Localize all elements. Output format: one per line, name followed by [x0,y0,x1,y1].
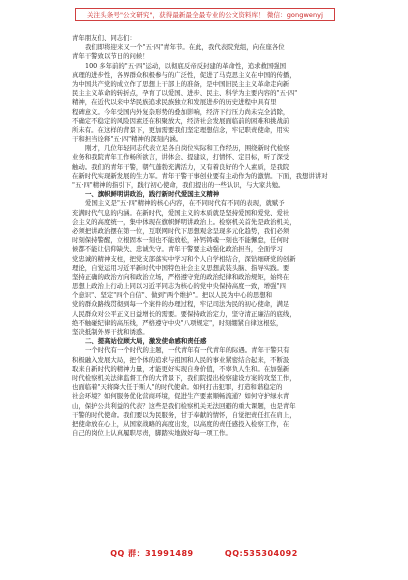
paragraph-line: 青年朋友们、同志们： [72,34,136,42]
paragraph-line: 所未有。在这样的背景下，更加需要我们坚定理想信念，牢记职责使命，用实 [72,125,290,134]
paragraph-line: 我们即将迎来又一个"五·四"青年节。在此，我代表院党组，向在座各位 [85,43,285,52]
paragraph-line: 人民群众对公平正义日益增长的需要。要保持政治定力，坚守清正廉洁的底线， [72,309,296,318]
paragraph-line: 理论，自觉运用习近平新时代中国特色社会主义思想武装头脑、指导实践。要 [72,263,290,272]
paragraph-line: 真理的进步性，各界群众积极参与的广泛性，促进了马克思主义在中国的传播， [72,70,296,79]
paragraph-line: 精神，在近代以来中华民族追求民族独立和发展进步的历史进程中具有里 [72,98,277,107]
section-heading: 二、提高站位顾大局，激发使命感和责任感 [85,337,207,346]
paragraph-line: 为中国共产党的成立作了思想上干部上的准备，是中国旧民主主义革命走向新 [72,79,290,88]
paragraph-line: 会主义的高度统一，集中体现在旗帜鲜明讲政治上。检察机关首先是政治机关， [72,217,296,226]
paragraph-line: 坚决抵制外界干扰和诱惑。 [72,328,149,336]
paragraph-line: 党忠诚的精神支柱，把党支部落实中学习和个人自学相结合，深钻细研党的创新 [72,254,296,263]
paragraph-line: 必须把讲政治摆在第一位，互联网时代下思想观念呈现多元化趋势，我们必须 [72,226,290,235]
header-banner: 关注头条号"公文研究"，获得最新最全最专业的公文资料库！ 微信：gongwenyj [75,8,335,21]
footer-qq-contact: QQ:535304092 [224,549,298,558]
paragraph-line: 积极融入发展大局，把个体的追求与祖国和人民的事业紧密结合起来，不断汲 [72,355,290,364]
paragraph-line: 思想上政治上行动上同以习近平同志为核心的党中央保持高度一致，增强"四 [72,282,286,291]
paragraph-line: 时刻保持警醒，立根固本一刻也不能放松，补钙铸魂一刻也不能懈怠，任何时 [72,236,290,245]
paragraph-line: 社会环境？如何服务优化营商环境，促进生产要素顺畅流通？如何守护绿水青 [72,392,290,401]
paragraph-line: 充满时代气息的内涵。在新时代，爱国主义的本质就是坚持爱国和爱党、爱社 [72,208,290,217]
paragraph-line: 民主主义革命的转折点，孕育了以爱国、进步、民主、科学为主要内容的"五·四" [72,89,298,98]
paragraph-line: 自己的岗位上认真履职尽责，脚踏实地做好每一项工作。 [72,429,232,438]
paragraph-line: 不确定不稳定的风险因素还在积聚放大，经济社会发展面临前的困难和挑战前 [72,116,290,125]
paragraph-line: 程碑意义。今年受国内外复杂形势的叠加影响，经济下行压力尚未完全消除， [72,107,290,116]
paragraph-line: 时代检察机关法律监督工作的大背景下，我们院提出检察建设方案的攻坚工作， [72,373,296,382]
paragraph-line: 候都不能让信仰缺失、忠诚失守。青年干警要主动强化政治担当，全面学习 [72,245,283,254]
paragraph-line: "五·四"精神的指引下，践行初心使命，我们提出的一些认识，与大家共勉。 [72,181,285,189]
section-heading: 一、旗帜鲜明讲政治，践行新时代爱国主义精神 [85,190,220,199]
paragraph-line: 绝不触碰纪律的高压线，严格遵守中央"八项规定"，时刻绷紧自律这根弦， [72,318,283,327]
paragraph-line: 业务和我院青年工作畅所欲言，讲体会、提建议，打情怀、定目标，听了深受 [72,153,290,162]
paragraph-line: 把使命放在心上，从国家战略的高度出发，以高度的责任感投入检察工作，在 [72,419,290,428]
paragraph-line: 个意识"、坚定"四个自信"、做到"两个维护"。把以人民为中心的思想和 [72,291,273,300]
paragraph-line: 在新时代实现新发展的生力军。青年干警干事创业要有主动作为的激情。下面，我想讲讲对 [72,171,328,180]
paragraph-line: 坚持正确的政治方向和政治立场，严格遵守党的政治纪律和政治规矩，始终在 [72,272,290,281]
paragraph-line: 爱国主义是"五·四"精神的核心内容，在不同时代有不同的表现，就赋予 [85,199,285,208]
paragraph-line: 取来自新时代的精神力量，才能更好实现自身价值，不辜负人生和。在加强新 [72,364,290,373]
footer [0,548,408,559]
paragraph-line: 山，保护公共利益的代表？这些是我们检察机关无法回避的重大课题，也是青年 [72,401,296,410]
paragraph-line: 100 多年前的"五·四"运动，以彻底反帝反封建的革命性，追求救国强国 [85,61,287,70]
paragraph-line: 也面临着"天将降大任于斯人"的时代使命。如何打击犯罪，打造和谐稳定的 [72,383,283,392]
paragraph-line: 干警的时代使命。我们要以为民服务，甘于奉献的情怀，自觉把责任扛在肩上， [72,410,296,419]
footer-qq-group: QQ 群：31991489 [110,549,194,558]
paragraph-line: 触动。我们的青年干警，朝气蓬勃充满活力，又有着良好的个人素质，是我院 [72,162,290,171]
paragraph-line: 党的群众路线贯彻到每一个案件的办理过程，牢记司法为民的初心使命，满足 [72,300,290,309]
paragraph-line: 青年干警致以节日的问候！ [72,52,149,61]
paragraph-line: 干和担当诠释"五·四"精神的深刻内涵。 [72,135,183,144]
paragraph-line: 刚才，几位年轻同志代表立足各自岗位实际和工作经历，围绕新时代检察 [85,144,290,153]
document-body [72,34,342,438]
paragraph-line: 一个时代有一个时代的主题，一代青年有一代青年的际遇。青年干警只有 [85,346,290,355]
